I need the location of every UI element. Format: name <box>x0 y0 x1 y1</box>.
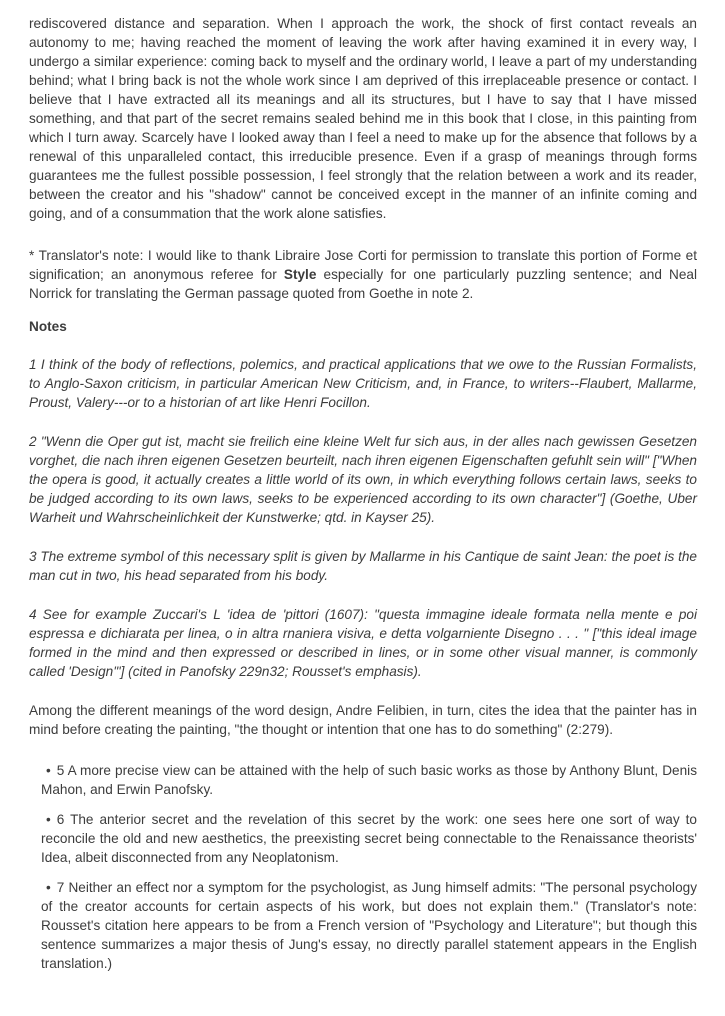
translators-note <box>29 246 697 303</box>
translators-note-bold-word: Style <box>283 267 317 282</box>
bullet-note-text-7: 7 Neither an effect nor a symptom for the psychologist, as Jung himself admits: "The personal psychology of the creator accounts for certain aspects of his work, but does not explain them." (Translator's note: Rousset's citation here appears to be from a French version of "Psychology and Literature"; but though this sentence summarizes a major thesis of Jung's essay, no directly parallel statement appears in the English translation.) <box>41 880 697 971</box>
bullet-note-item-6 <box>41 810 697 867</box>
bullet-note-item-5 <box>41 761 697 799</box>
note-item-1: 1 I think of the body of reflections, polemics, and practical applications that we owe to the Russian Formalists, to Anglo-Saxon criticism, in particular American New Criticism, and, in France, to writers--Flaubert, Mallarme, Proust, Valery---or to a historian of art like Henri Focillon. <box>29 357 697 410</box>
note-item-3: 3 The extreme symbol of this necessary split is given by Mallarme in his Cantique de saint Jean: the poet is the man cut in two, his head separated from his body. <box>29 549 697 583</box>
translators-note-text-after: especially for one particularly puzzling sentence; and Neal Norrick for translating the German passage quoted from Goethe in note 2. <box>29 267 697 301</box>
felibien-paragraph: Among the different meanings of the word design, Andre Felibien, in turn, cites the idea that the painter has in mind before creating the painting, "the thought or intention that one has to do something" (2:279). <box>29 703 697 737</box>
bullet-icon: • <box>46 812 51 827</box>
bullet-note-text-6: 6 The anterior secret and the revelation of this secret by the work: one sees here one sort of way to reconcile the old and new aesthetics, the preexisting secret being connectable to the Renaissance theorists' Idea, albeit disconnected from any Neoplatonism. <box>41 812 697 865</box>
bullet-note-item-7 <box>41 878 697 973</box>
bullet-note-text-5: 5 A more precise view can be attained with the help of such basic works as those by Anthony Blunt, Denis Mahon, and Erwin Panofsky. <box>41 763 697 797</box>
main-paragraph: rediscovered distance and separation. When I approach the work, the shock of first contact reveals an autonomy to me; having reached the moment of leaving the work after having examined it in every way, I undergo a similar experience: coming back to myself and the ordinary world, I leave a part of my understanding behind; what I bring back is not the whole work since I am deprived of this irreplaceable presence or contact. I believe that I have extracted all its meanings and all its structures, but I have to say that I have missed something, and that part of the secret remains sealed behind me in this book that I close, in this painting from which I turn away. Scarcely have I looked away than I feel a need to make up for the absence that follows by a renewal of this unparalleled contact, this irreducible presence. Even if a grasp of meanings through forms guarantees me the fullest possible possession, I feel strongly that the relation between a work and its reader, between the creator and his "shadow" cannot be conceived except in the manner of an infinite coming and going, and of a consummation that the work alone satisfies. <box>29 16 697 221</box>
note-item-2: 2 "Wenn die Oper gut ist, macht sie freilich eine kleine Welt fur sich aus, in der alles nach gewissen Gesetzen vorghet, die nach ihren eigenen Gesetzen beurteilt, nach ihren eigenen Eigenschaften gefuhlt sein will" ["When the opera is good, it actually creates a little world of its own, in which everything follows certain laws, seeks to be judged according to its own laws, seeks to be experienced according to its own character"] (Goethe, Uber Warheit und Wahrscheinlichkeit der Kunstwerke; qtd. in Kayser 25). <box>29 434 697 525</box>
notes-heading: Notes <box>29 319 67 334</box>
bullet-note-list <box>29 761 697 973</box>
note-item-4: 4 See for example Zuccari's L 'idea de 'pittori (1607): "questa immagine ideale formata nella mente e poi espressa e dichiarata per linea, o in altra rnaniera visiva, e detta volgarniente Disegno . . . " ["this ideal image formed in the mind and then expressed or described in lines, or in some other visual manner, is commonly called 'Design'"] (cited in Panofsky 229n32; Rousset's emphasis). <box>29 607 697 679</box>
bullet-icon: • <box>46 880 51 895</box>
bullet-icon: • <box>46 763 51 778</box>
translators-note-text-before: * Translator's note: I would like to thank Libraire Jose Corti for permission to translate this portion of Forme et signification; an anonymous referee for <box>29 248 697 282</box>
